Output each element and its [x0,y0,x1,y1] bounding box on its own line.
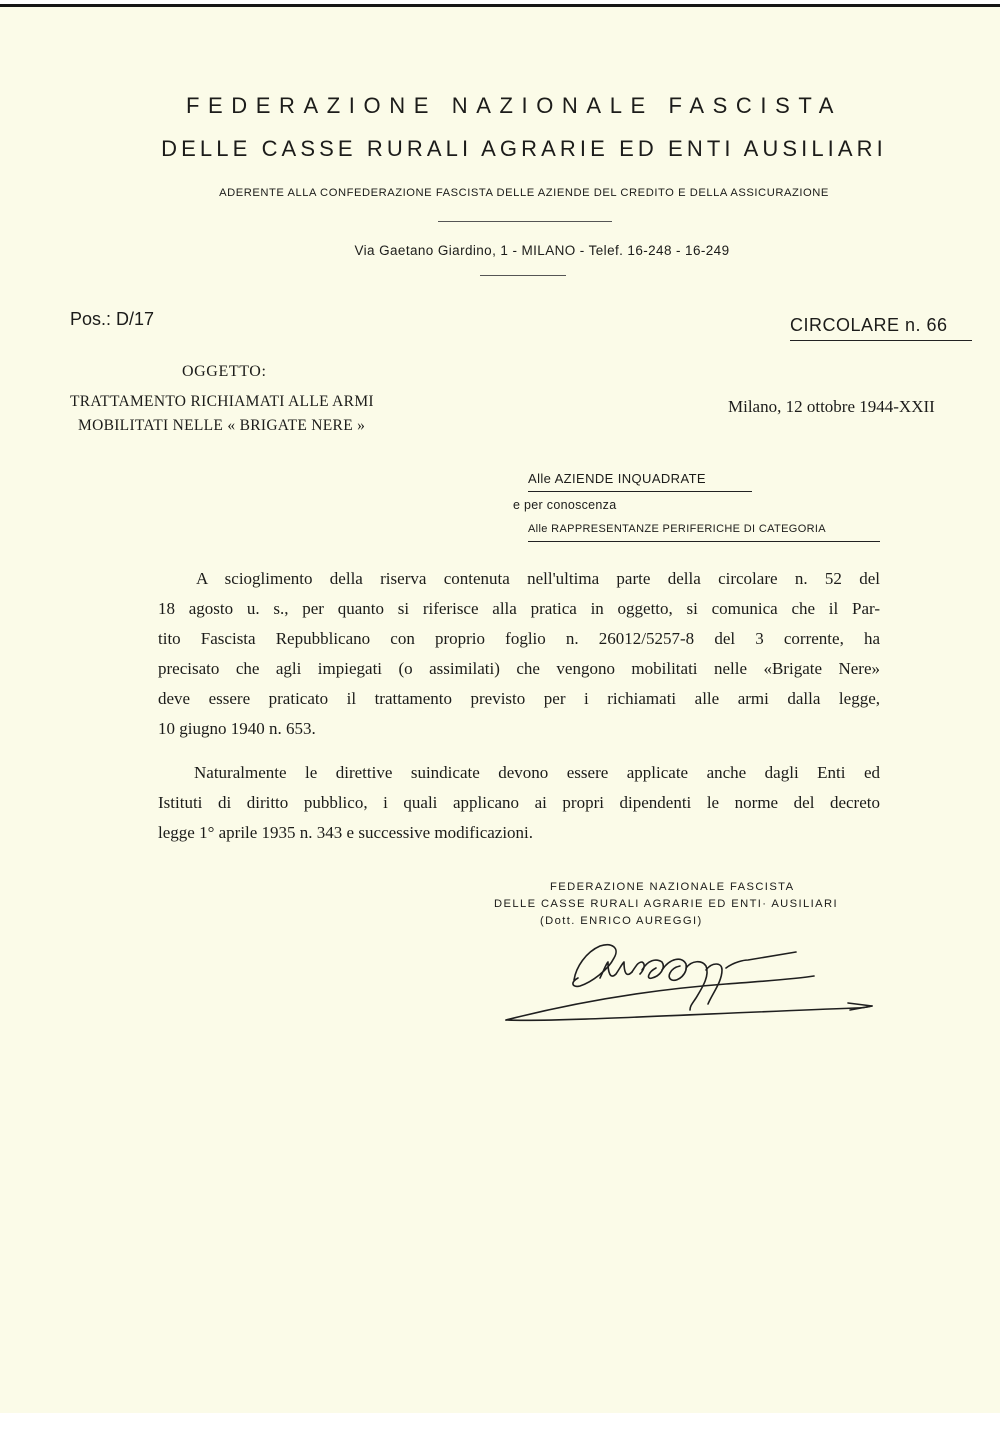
signatory-line-1: FEDERAZIONE NAZIONALE FASCISTA [550,881,795,893]
body-paragraph-1-line: precisato che agli impiegati (o assimilati) che vengono mobilitati nelle «Brigate Nere» [158,659,880,678]
body-paragraph-1-line: deve essere praticato il trattamento previsto per i richiamati alle armi dalla legge, [158,689,880,708]
place-and-date: Milano, 12 ottobre 1944-XXII [728,397,935,416]
body-paragraph-1-line: tito Fascista Repubblicano con proprio foglio n. 26012/5257-8 del 3 corrente, ha [158,629,880,648]
body-paragraph-1-line: A scioglimento della riserva contenuta nell'ultima parte della circolare n. 52 del [196,569,880,588]
letter-page [0,4,1000,1413]
addressee-primary: Alle AZIENDE INQUADRATE [528,471,706,486]
position-reference: Pos.: D/17 [70,309,155,329]
body-paragraph-1-line: 18 agosto u. s., per quanto si riferisce alla pratica in oggetto, si comunica che il Par- [158,599,880,618]
handwritten-signature [496,932,876,1027]
addressee-primary-underline [528,491,752,492]
letterhead-title: FEDERAZIONE NAZIONALE FASCISTA [185,93,843,118]
letterhead-divider [438,221,612,222]
subject-label: OGGETTO: [182,363,267,380]
signatory-line-2: DELLE CASSE RURALI AGRARIE ED ENTI· AUSILIARI [494,898,839,910]
address-divider [480,275,566,276]
body-paragraph-2-line: legge 1° aprile 1935 n. 343 e successive modificazioni. [158,823,534,842]
letterhead-affiliation: ADERENTE ALLA CONFEDERAZIONE FASCISTA DELLE AZIENDE DEL CREDITO E DELLA ASSICURAZIONE [219,187,829,199]
letterhead-subtitle: DELLE CASSE RURALI AGRARIE ED ENTI AUSILIARI [161,136,887,161]
body-paragraph-2-line: Istituti di diritto pubblico, i quali applicano ai propri dipendenti le norme del decreto [158,793,880,812]
addressee-secondary-underline [528,541,880,542]
circular-number: CIRCOLARE n. 66 [790,315,948,335]
body-paragraph-2-line: Naturalmente le direttive suindicate devono essere applicate anche dagli Enti ed [194,763,880,782]
letterhead-address: Via Gaetano Giardino, 1 - MILANO - Telef. 16-248 - 16-249 [354,243,730,258]
addressee-cc-label: e per conoscenza [513,498,617,512]
body-paragraph-1-line: 10 giugno 1940 n. 653. [158,719,316,738]
subject-line-1: TRATTAMENTO RICHIAMATI ALLE ARMI [70,393,374,410]
circular-underline [790,340,972,341]
signatory-name: (Dott. ENRICO AUREGGI) [540,915,703,927]
addressee-secondary: Alle RAPPRESENTANZE PERIFERICHE DI CATEGORIA [528,523,826,535]
subject-line-2: MOBILITATI NELLE « BRIGATE NERE » [78,417,366,434]
